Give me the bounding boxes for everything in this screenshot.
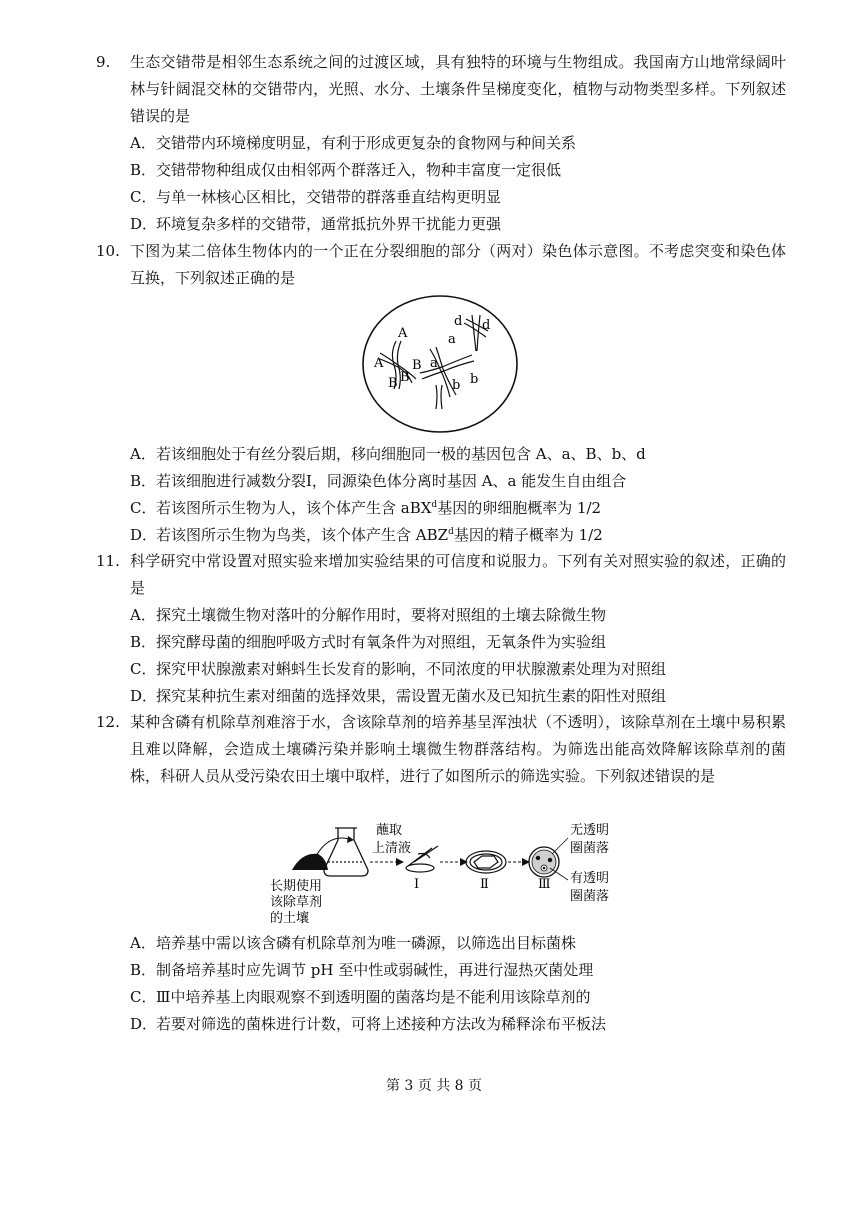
- svg-text:长期使用: 长期使用: [270, 879, 323, 894]
- gene-label: B: [412, 358, 422, 373]
- option-a: A．探究土壤微生物对落叶的分解作用时，要将对照组的土壤去除微生物: [130, 606, 607, 624]
- option-b: B．制备培养基时应先调节 pH 至中性或弱碱性，再进行湿热灭菌处理: [130, 961, 594, 979]
- question-stem: 某种含磷有机除草剂难溶于水，含该除草剂的培养基呈浑浊状（不透明），该除草剂在土壤中易积累且难以降解，会造成土壤磷污染并影响土壤微生物群落结构。为筛选出能高效降解该除草剂的菌株，科研人员从受污染农田土壤中取样，进行了如图所示的筛选实验。下列叙述错误的是: [130, 713, 786, 785]
- question-12-options: [96, 930, 786, 1038]
- gene-label: a: [448, 332, 456, 347]
- svg-text:有透明: 有透明: [570, 871, 610, 886]
- option-d: D．若该图所示生物为鸟类，该个体产生含 ABZ$^d$基因的精子概率为 1/2: [130, 526, 603, 544]
- question-number: 9.: [96, 53, 111, 71]
- option-c: C．Ⅲ中培养基上肉眼观察不到透明圈的菌落均是不能利用该除草剂的: [130, 988, 591, 1006]
- svg-text:圈菌落: 圈菌落: [570, 889, 610, 904]
- question-number: 12.: [96, 713, 120, 731]
- option-d: D．探究某种抗生素对细菌的选择效果，需设置无菌水及已知抗生素的阳性对照组: [130, 687, 667, 705]
- option-b: B．探究酵母菌的细胞呼吸方式时有氧条件为对照组，无氧条件为实验组: [130, 633, 607, 651]
- question-stem: 生态交错带是相邻生态系统之间的过渡区域，具有独特的环境与生物组成。我国南方山地常绿阔叶林与针阔混交林的交错带内，光照、水分、土壤条件呈梯度变化，植物与动物类型多样。下列叙述错误的是: [130, 53, 786, 125]
- question-number: 11.: [96, 552, 120, 570]
- option-a: A．交错带内环境梯度明显，有利于形成更复杂的食物网与种间关系: [130, 134, 577, 152]
- question-10: [96, 238, 786, 292]
- gene-label: b: [452, 378, 461, 393]
- option-d: D．环境复杂多样的交错带，通常抵抗外界干扰能力更强: [130, 215, 502, 233]
- gene-label: d: [482, 318, 491, 333]
- question-11: [96, 548, 786, 710]
- flask-icon: [324, 828, 368, 876]
- svg-text:蘸取: 蘸取: [376, 823, 403, 838]
- screening-experiment-diagram: [268, 818, 628, 926]
- option-b: B．若该细胞进行减数分裂Ⅰ，同源染色体分离时基因 A、a 能发生自由组合: [130, 472, 627, 490]
- option-a: A．培养基中需以该含磷有机除草剂为唯一磷源，以筛选出目标菌株: [130, 934, 577, 952]
- option-c: C．若该图所示生物为人，该个体产生含 aBX$^d$基因的卵细胞概率为 1/2: [130, 499, 602, 517]
- svg-text:无透明: 无透明: [570, 823, 610, 838]
- gene-label: d: [454, 314, 463, 329]
- option-c: C．探究甲状腺激素对蝌蚪生长发育的影响，不同浓度的甲状腺激素处理为对照组: [130, 660, 667, 678]
- question-9: [96, 49, 786, 238]
- streak-plate-icon: [466, 851, 506, 873]
- gene-label: a: [430, 356, 438, 371]
- gene-label: B: [400, 370, 410, 385]
- svg-text:Ⅱ: Ⅱ: [480, 877, 489, 892]
- option-a: A．若该细胞处于有丝分裂后期，移向细胞同一极的基因包含 A、a、B、b、d: [130, 445, 646, 463]
- question-12: [96, 709, 786, 790]
- gene-label: A: [398, 326, 408, 341]
- chromosome-cell-diagram: [360, 293, 520, 435]
- question-10-options: [96, 441, 786, 549]
- svg-text:Ⅰ: Ⅰ: [414, 877, 420, 892]
- svg-text:该除草剂: 该除草剂: [270, 895, 323, 910]
- svg-text:上清液: 上清液: [372, 841, 412, 856]
- svg-text:Ⅲ: Ⅲ: [538, 877, 551, 892]
- question-number: 10.: [96, 242, 120, 260]
- svg-text:圈菌落: 圈菌落: [570, 841, 610, 856]
- option-c: C．与单一林核心区相比，交错带的群落垂直结构更明显: [130, 188, 502, 206]
- page-footer: 第 3 页 共 8 页: [385, 1078, 483, 1094]
- question-stem: 科学研究中常设置对照实验来增加实验结果的可信度和说服力。下列有关对照实验的叙述，正确的是: [130, 552, 786, 597]
- soil-sample-icon: [292, 854, 328, 870]
- svg-text:的土壤: 的土壤: [270, 911, 310, 926]
- option-d: D．若要对筛选的菌株进行计数，可将上述接种方法改为稀释涂布平板法: [130, 1015, 607, 1033]
- option-b: B．交错带物种组成仅由相邻两个群落迁入，物种丰富度一定很低: [130, 161, 562, 179]
- gene-label: B: [388, 376, 398, 391]
- gene-label: A: [374, 356, 384, 371]
- gene-label: b: [470, 372, 479, 387]
- question-stem: 下图为某二倍体生物体内的一个正在分裂细胞的部分（两对）染色体示意图。不考虑突变和染色体互换，下列叙述正确的是: [130, 242, 786, 287]
